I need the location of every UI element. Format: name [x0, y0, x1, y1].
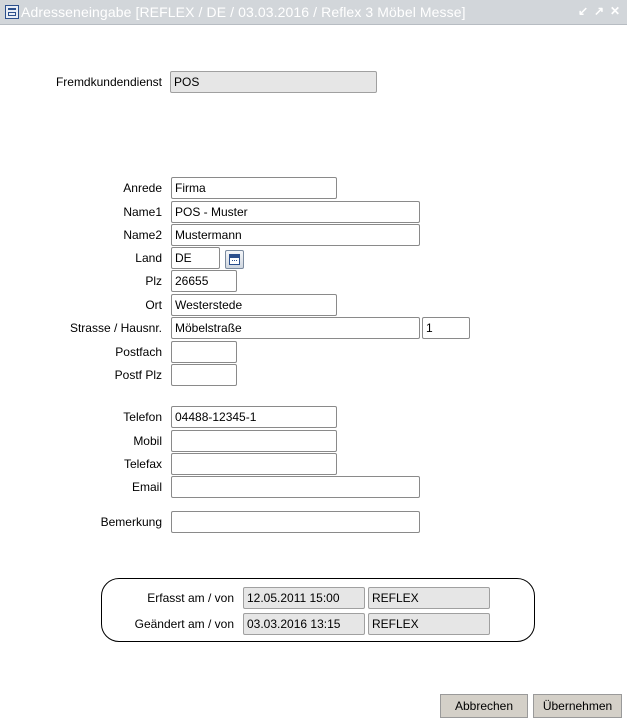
postfach-label: Postfach — [115, 345, 162, 359]
postfach-field[interactable] — [171, 341, 237, 363]
strasse-field[interactable] — [171, 317, 420, 339]
bemerkung-field[interactable] — [171, 511, 420, 533]
maximize-icon[interactable]: ↗ — [593, 4, 605, 18]
country-lookup-button[interactable] — [225, 250, 244, 269]
telefax-field[interactable] — [171, 453, 337, 475]
erfasst-date-field — [243, 587, 365, 609]
land-field[interactable] — [171, 247, 220, 269]
postf-plz-label: Postf Plz — [114, 368, 162, 382]
calendar-lookup-icon — [229, 254, 240, 265]
minimize-icon[interactable]: ↙ — [577, 4, 589, 18]
postf-plz-field[interactable] — [171, 364, 237, 386]
name1-field[interactable] — [171, 201, 420, 223]
app-icon — [5, 5, 19, 19]
anrede-label: Anrede — [123, 181, 162, 195]
name2-field[interactable] — [171, 224, 420, 246]
telefon-label: Telefon — [123, 410, 162, 424]
plz-field[interactable] — [171, 270, 237, 292]
geaendert-user-field — [368, 613, 490, 635]
strasse-label: Strasse / Hausnr. — [69, 321, 162, 335]
geaendert-date-field — [243, 613, 365, 635]
erfasst-user-field — [368, 587, 490, 609]
close-icon[interactable]: ✕ — [609, 4, 621, 18]
land-label: Land — [135, 251, 162, 265]
window-title: Adresseneingabe [REFLEX / DE / 03.03.2016 / Reflex 3 Möbel Messe] — [21, 4, 466, 20]
fremdkundendienst-field[interactable] — [170, 71, 377, 93]
name1-label: Name1 — [123, 205, 162, 219]
telefax-label: Telefax — [123, 457, 162, 471]
erfasst-label: Erfasst am / von — [147, 591, 234, 605]
window-controls — [577, 4, 621, 18]
hausnr-field[interactable] — [422, 317, 470, 339]
anrede-field[interactable] — [171, 177, 337, 199]
ort-field[interactable] — [171, 294, 337, 316]
mobil-label: Mobil — [133, 434, 162, 448]
telefon-field[interactable] — [171, 406, 337, 428]
email-label: Email — [131, 480, 162, 494]
cancel-button[interactable]: Abbrechen — [440, 694, 528, 718]
apply-button[interactable]: Übernehmen — [533, 694, 622, 718]
fremdkundendienst-label: Fremdkundendienst — [55, 75, 162, 89]
plz-label: Plz — [145, 274, 162, 288]
bemerkung-label: Bemerkung — [100, 515, 162, 529]
title-bar — [0, 0, 627, 25]
mobil-field[interactable] — [171, 430, 337, 452]
geaendert-label: Geändert am / von — [134, 617, 234, 631]
email-field[interactable] — [171, 476, 420, 498]
name2-label: Name2 — [123, 228, 162, 242]
ort-label: Ort — [145, 298, 162, 312]
